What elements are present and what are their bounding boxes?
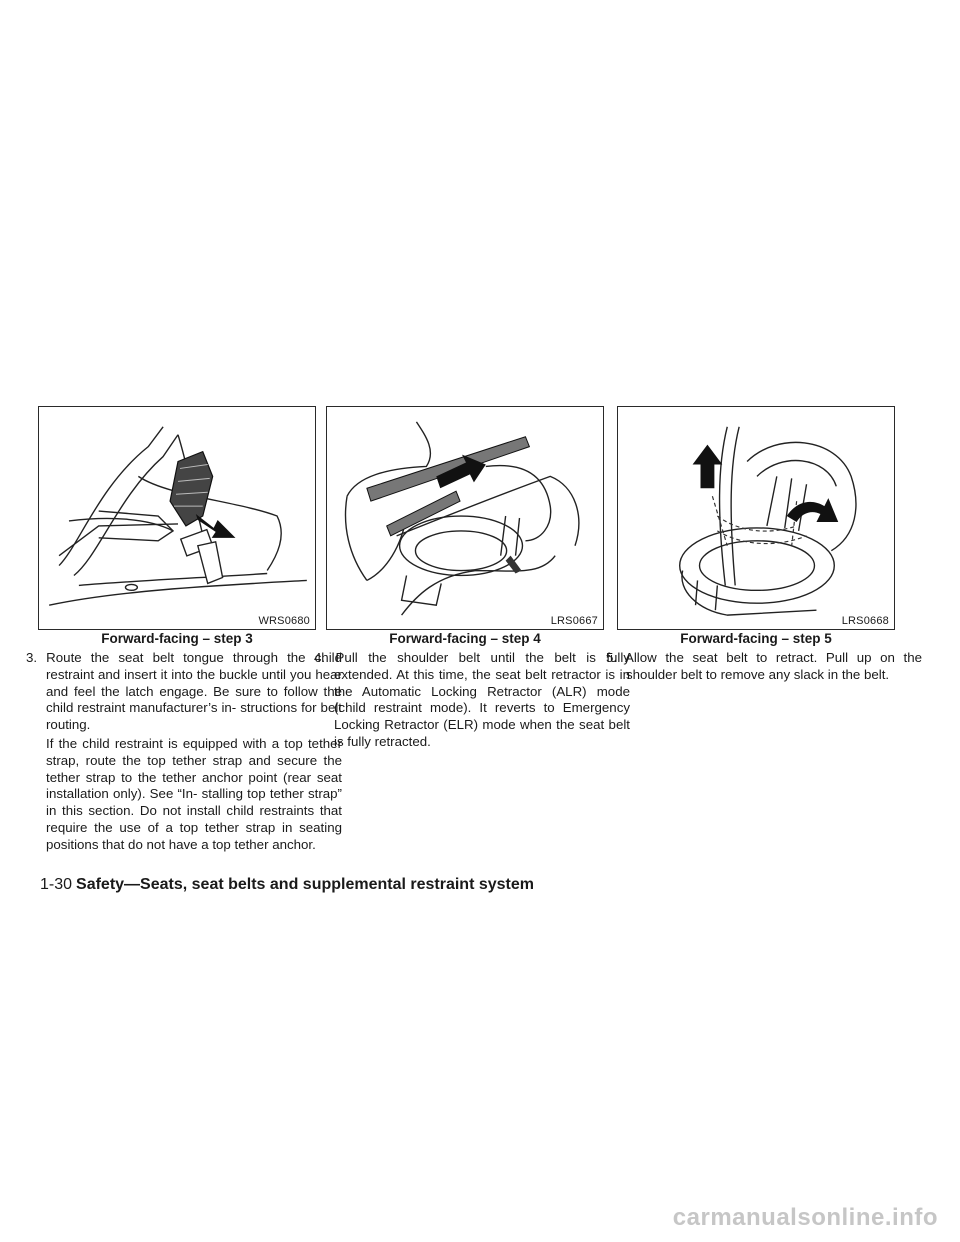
page-number: 1-30 [40,876,73,893]
figure-step-5 [617,406,895,630]
figure-caption: Forward-facing – step 4 [389,631,541,646]
figure-step-4 [326,406,604,630]
section-title: Safety—Seats, seat belts and supplemental restraint system [76,876,534,893]
figure-code: WRS0680 [258,615,310,627]
figure-code: LRS0668 [841,615,889,627]
figure-code: LRS0667 [550,615,598,627]
step-3-note: If the child restraint is equipped with a top tether strap, route the top tether strap and secure the tether strap to the tether anchor point (rear seat installation only). See “In- stalling top tether strap” in this section. Do not install child restraints that require the use of a top tether strap in seating positions that do not have a top tether anchor. [46,736,342,852]
step-4-text: 4. Pull the shoulder belt until the belt is fully extended. At this time, the seat belt retractor is in the Automatic Locking Retractor (ALR) mode (child restraint mode). It reverts to Emergency Locking Retractor (ELR) mode when the seat belt is fully retracted. [314,650,630,749]
step-3-text: 3. Route the seat belt tongue through the child restraint and insert it into the buckle until you hear and feel the latch engage. Be sure to follow the child restraint manufacturer’s in- structions for belt routing. [26,650,342,733]
illustration-retract-belt [618,407,894,629]
illustration-pull-shoulder-belt [327,407,603,629]
step-5-text: 5. Allow the seat belt to retract. Pull up on the shoulder belt to remove any slack in the belt. [606,650,922,682]
watermark: carmanualsonline.info [672,1204,938,1231]
figure-caption: Forward-facing – step 3 [101,631,253,646]
page-footer [40,876,534,894]
figure-caption: Forward-facing – step 5 [680,631,832,646]
figure-step-3 [38,406,316,630]
illustration-buckle-insert [39,407,315,629]
